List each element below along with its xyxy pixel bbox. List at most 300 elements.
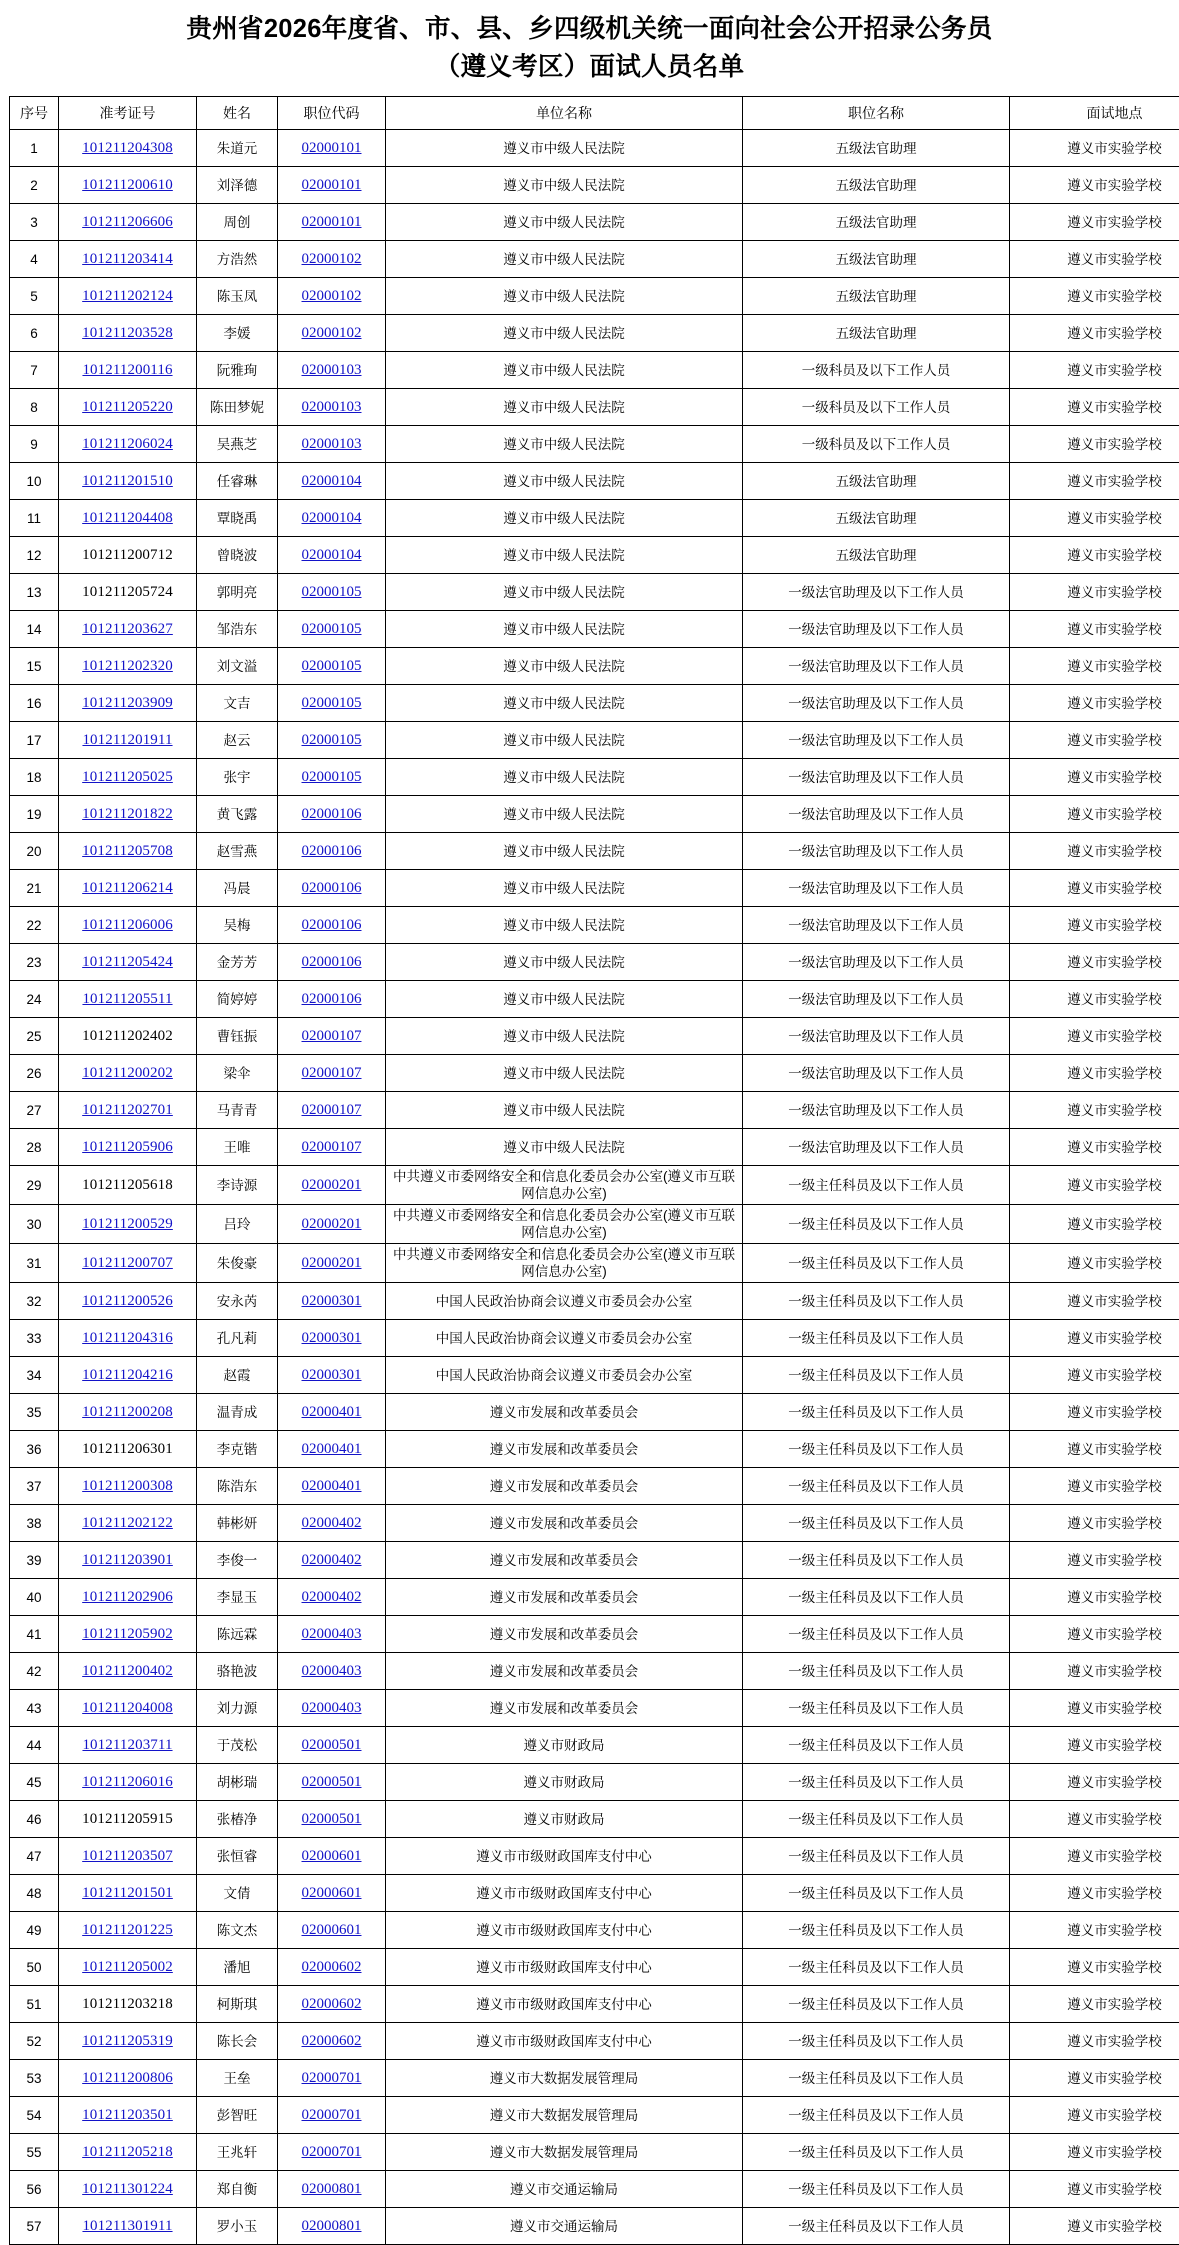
cell-position xyxy=(743,1357,1010,1394)
ticket-number-link[interactable]: 101211204316 xyxy=(82,1330,173,1346)
ticket-number-link[interactable]: 101211201510 xyxy=(82,473,173,489)
cell-position xyxy=(743,833,1010,870)
cell-ticket xyxy=(59,1431,197,1468)
cell-position xyxy=(743,1505,1010,1542)
title-line-2: （遵义考区）面试人员名单 xyxy=(69,48,1110,86)
position-name: 一级主任科员及以下工作人员 xyxy=(788,1738,964,1753)
position-code-link[interactable]: 02000301 xyxy=(302,1293,362,1309)
cell-code xyxy=(278,352,386,389)
ticket-number-link[interactable]: 101211202320 xyxy=(82,658,173,674)
unit-name: 遵义市中级人民法院 xyxy=(389,658,739,675)
position-code-link[interactable]: 02000106 xyxy=(302,806,362,822)
position-code-link[interactable]: 02000701 xyxy=(302,2107,362,2123)
position-name: 五级法官助理 xyxy=(836,289,917,304)
cell-name xyxy=(197,204,278,241)
ticket-number-link[interactable]: 101211200202 xyxy=(82,1065,173,1081)
cell-code xyxy=(278,2023,386,2060)
cell-unit xyxy=(386,1690,743,1727)
position-code-link[interactable]: 02000106 xyxy=(302,991,362,1007)
ticket-number-link[interactable]: 101211204216 xyxy=(82,1367,173,1383)
table-row xyxy=(10,130,1179,167)
cell-unit xyxy=(386,1727,743,1764)
position-name: 一级主任科员及以下工作人员 xyxy=(788,1516,964,1531)
cell-code xyxy=(278,426,386,463)
interview-location: 遵义市实验学校 xyxy=(1067,2145,1162,2160)
row-sequence-number: 45 xyxy=(26,1775,41,1790)
table-row xyxy=(10,1129,1179,1166)
unit-name: 遵义市中级人民法院 xyxy=(389,954,739,971)
position-code-link[interactable]: 02000105 xyxy=(302,621,362,637)
cell-location xyxy=(1010,1018,1179,1055)
position-code-link[interactable]: 02000301 xyxy=(302,1367,362,1383)
cell-unit xyxy=(386,981,743,1018)
cell-sequence xyxy=(10,241,59,278)
row-sequence-number: 54 xyxy=(26,2108,41,2123)
unit-name: 中国人民政治协商会议遵义市委员会办公室 xyxy=(389,1367,739,1384)
cell-code xyxy=(278,1912,386,1949)
ticket-number-link[interactable]: 101211200610 xyxy=(82,177,173,193)
row-sequence-number: 56 xyxy=(26,2182,41,2197)
interview-location: 遵义市实验学校 xyxy=(1067,1331,1162,1346)
interview-location: 遵义市实验学校 xyxy=(1067,215,1162,230)
cell-name xyxy=(197,1949,278,1986)
row-sequence-number: 47 xyxy=(26,1849,41,1864)
cell-location xyxy=(1010,685,1179,722)
position-code-link[interactable]: 02000106 xyxy=(302,917,362,933)
position-code-link[interactable]: 02000105 xyxy=(302,584,362,600)
ticket-number-link[interactable]: 101211301224 xyxy=(82,2181,173,2197)
cell-code xyxy=(278,2134,386,2171)
row-sequence-number: 48 xyxy=(26,1886,41,1901)
unit-name: 中国人民政治协商会议遵义市委员会办公室 xyxy=(389,1330,739,1347)
unit-name: 遵义市中级人民法院 xyxy=(389,843,739,860)
position-code-link[interactable]: 02000104 xyxy=(302,473,362,489)
cell-ticket xyxy=(59,1727,197,1764)
row-sequence-number: 25 xyxy=(26,1029,41,1044)
cell-unit xyxy=(386,278,743,315)
cell-ticket xyxy=(59,944,197,981)
ticket-number-link[interactable]: 101211205218 xyxy=(82,2144,173,2160)
unit-name: 遵义市中级人民法院 xyxy=(389,695,739,712)
cell-location xyxy=(1010,1986,1179,2023)
cell-name xyxy=(197,1055,278,1092)
cell-code xyxy=(278,1875,386,1912)
cell-code xyxy=(278,130,386,167)
candidate-name: 陈田梦妮 xyxy=(210,400,264,415)
unit-name: 遵义市中级人民法院 xyxy=(389,991,739,1008)
position-code-link[interactable]: 02000402 xyxy=(302,1589,362,1605)
cell-ticket xyxy=(59,574,197,611)
table-row xyxy=(10,1244,1179,1283)
table-row xyxy=(10,2134,1179,2171)
unit-name: 中国人民政治协商会议遵义市委员会办公室 xyxy=(389,1293,739,1310)
cell-code xyxy=(278,389,386,426)
ticket-number-link[interactable]: 101211200208 xyxy=(82,1404,173,1420)
row-sequence-number: 22 xyxy=(26,918,41,933)
unit-name: 遵义市市级财政国库支付中心 xyxy=(389,1996,739,2013)
cell-unit xyxy=(386,167,743,204)
ticket-number-link[interactable]: 101211202122 xyxy=(82,1515,173,1531)
cell-location xyxy=(1010,574,1179,611)
cell-code xyxy=(278,1283,386,1320)
cell-ticket xyxy=(59,2134,197,2171)
cell-name xyxy=(197,1205,278,1244)
candidate-name: 任睿琳 xyxy=(217,474,258,489)
position-code-link[interactable]: 02000106 xyxy=(302,880,362,896)
row-sequence-number: 20 xyxy=(26,844,41,859)
ticket-number-link[interactable]: 101211206006 xyxy=(82,917,173,933)
ticket-number-link[interactable]: 101211203909 xyxy=(82,695,173,711)
cell-sequence xyxy=(10,1166,59,1205)
candidate-name: 张宇 xyxy=(224,770,251,785)
cell-code xyxy=(278,2097,386,2134)
row-sequence-number: 52 xyxy=(26,2034,41,2049)
position-name: 一级主任科员及以下工作人员 xyxy=(788,1960,964,1975)
position-code-link[interactable]: 02000501 xyxy=(302,1737,362,1753)
unit-name: 中共遵义市委网络安全和信息化委员会办公室(遵义市互联网信息办公室) xyxy=(389,1207,739,1241)
cell-ticket xyxy=(59,796,197,833)
position-code-link[interactable]: 02000201 xyxy=(302,1255,362,1271)
candidate-name: 韩彬妍 xyxy=(217,1516,258,1531)
cell-unit xyxy=(386,352,743,389)
position-code-link[interactable]: 02000106 xyxy=(302,843,362,859)
position-code-link[interactable]: 02000102 xyxy=(302,251,362,267)
cell-location xyxy=(1010,1394,1179,1431)
ticket-number-link[interactable]: 101211200806 xyxy=(82,2070,173,2086)
cell-code xyxy=(278,1320,386,1357)
cell-ticket xyxy=(59,2208,197,2245)
position-code-link[interactable]: 02000106 xyxy=(302,954,362,970)
position-code-link[interactable]: 02000105 xyxy=(302,769,362,785)
ticket-number-link[interactable]: 101211205025 xyxy=(82,769,173,785)
position-code-link[interactable]: 02000104 xyxy=(302,510,362,526)
cell-name xyxy=(197,1166,278,1205)
ticket-number-link[interactable]: 101211204008 xyxy=(82,1700,173,1716)
cell-code xyxy=(278,611,386,648)
row-sequence-number: 27 xyxy=(26,1103,41,1118)
cell-sequence xyxy=(10,1055,59,1092)
position-code-link[interactable]: 02000105 xyxy=(302,732,362,748)
cell-name xyxy=(197,2171,278,2208)
cell-sequence xyxy=(10,315,59,352)
cell-sequence xyxy=(10,1690,59,1727)
interview-location: 遵义市实验学校 xyxy=(1067,1886,1162,1901)
cell-ticket xyxy=(59,1764,197,1801)
cell-name xyxy=(197,1986,278,2023)
position-code-link[interactable]: 02000301 xyxy=(302,1330,362,1346)
position-code-link[interactable]: 02000107 xyxy=(302,1028,362,1044)
position-code-link[interactable]: 02000107 xyxy=(302,1065,362,1081)
position-code-link[interactable]: 02000601 xyxy=(302,1922,362,1938)
cell-code xyxy=(278,759,386,796)
ticket-number-link[interactable]: 101211203901 xyxy=(82,1552,173,1568)
cell-location xyxy=(1010,611,1179,648)
ticket-number-link[interactable]: 101211206016 xyxy=(82,1774,173,1790)
cell-sequence xyxy=(10,500,59,537)
ticket-number-link[interactable]: 101211301911 xyxy=(82,2218,172,2234)
interview-location: 遵义市实验学校 xyxy=(1067,1960,1162,1975)
ticket-number-link[interactable]: 101211205906 xyxy=(82,1139,173,1155)
table-row xyxy=(10,1690,1179,1727)
interview-location: 遵义市实验学校 xyxy=(1067,2108,1162,2123)
unit-name: 中共遵义市委网络安全和信息化委员会办公室(遵义市互联网信息办公室) xyxy=(389,1246,739,1280)
row-sequence-number: 31 xyxy=(26,1256,41,1271)
cell-ticket xyxy=(59,1579,197,1616)
ticket-number-link[interactable]: 101211205424 xyxy=(82,954,173,970)
ticket-number-link[interactable]: 101211203528 xyxy=(82,325,173,341)
cell-code xyxy=(278,278,386,315)
position-name: 一级主任科员及以下工作人员 xyxy=(788,1849,964,1864)
ticket-number-link[interactable]: 101211201225 xyxy=(82,1922,173,1938)
cell-location xyxy=(1010,1283,1179,1320)
candidate-name: 郑自衡 xyxy=(217,2182,258,2197)
row-sequence-number: 30 xyxy=(26,1217,41,1232)
ticket-number-link[interactable]: 101211205002 xyxy=(82,1959,173,1975)
table-row xyxy=(10,1468,1179,1505)
position-code-link[interactable]: 02000101 xyxy=(302,214,362,230)
cell-location xyxy=(1010,1505,1179,1542)
cell-position xyxy=(743,204,1010,241)
row-sequence-number: 4 xyxy=(30,252,38,267)
cell-name xyxy=(197,2208,278,2245)
ticket-number-link[interactable]: 101211200402 xyxy=(82,1663,173,1679)
ticket-number-link[interactable]: 101211203414 xyxy=(82,251,173,267)
candidate-name: 潘旭 xyxy=(224,1960,251,1975)
cell-code xyxy=(278,574,386,611)
cell-ticket xyxy=(59,278,197,315)
cell-unit xyxy=(386,1579,743,1616)
ticket-number-link[interactable]: 101211205511 xyxy=(82,991,172,1007)
cell-unit xyxy=(386,1764,743,1801)
interview-location: 遵义市实验学校 xyxy=(1067,2219,1162,2234)
table-row xyxy=(10,870,1179,907)
cell-location xyxy=(1010,870,1179,907)
position-name: 一级法官助理及以下工作人员 xyxy=(788,992,964,1007)
table-row xyxy=(10,1166,1179,1205)
candidate-name: 阮雅珣 xyxy=(217,363,258,378)
position-name: 一级主任科员及以下工作人员 xyxy=(788,1923,964,1938)
cell-name xyxy=(197,1357,278,1394)
position-code-link[interactable]: 02000601 xyxy=(302,1885,362,1901)
cell-position xyxy=(743,944,1010,981)
interview-location: 遵义市实验学校 xyxy=(1067,252,1162,267)
cell-code xyxy=(278,1949,386,1986)
candidate-name: 朱俊豪 xyxy=(217,1256,258,1271)
row-sequence-number: 28 xyxy=(26,1140,41,1155)
unit-name: 遵义市中级人民法院 xyxy=(389,473,739,490)
cell-name xyxy=(197,1912,278,1949)
unit-name: 遵义市中级人民法院 xyxy=(389,325,739,342)
cell-sequence xyxy=(10,1468,59,1505)
interview-location: 遵义市实验学校 xyxy=(1067,1664,1162,1679)
position-code-link[interactable]: 02000103 xyxy=(302,436,362,452)
position-code-link[interactable]: 02000401 xyxy=(302,1441,362,1457)
table-row xyxy=(10,1912,1179,1949)
position-code-link[interactable]: 02000601 xyxy=(302,1848,362,1864)
interview-location: 遵义市实验学校 xyxy=(1067,400,1162,415)
cell-code xyxy=(278,1092,386,1129)
ticket-number-link[interactable]: 101211206606 xyxy=(82,214,173,230)
position-code-link[interactable]: 02000602 xyxy=(302,2033,362,2049)
cell-location xyxy=(1010,2023,1179,2060)
position-code-link[interactable]: 02000701 xyxy=(302,2070,362,2086)
table-row xyxy=(10,2171,1179,2208)
ticket-number-link[interactable]: 101211202124 xyxy=(82,288,173,304)
ticket-number-link[interactable]: 101211203627 xyxy=(82,621,173,637)
position-code-link[interactable]: 02000602 xyxy=(302,1996,362,2012)
unit-name: 遵义市市级财政国库支付中心 xyxy=(389,2033,739,2050)
position-code-link[interactable]: 02000103 xyxy=(302,362,362,378)
position-name: 一级主任科员及以下工作人员 xyxy=(788,1812,964,1827)
position-name: 一级主任科员及以下工作人员 xyxy=(788,1178,964,1193)
cell-sequence xyxy=(10,2208,59,2245)
position-code-link[interactable]: 02000701 xyxy=(302,2144,362,2160)
position-name: 一级主任科员及以下工作人员 xyxy=(788,1405,964,1420)
ticket-number-link[interactable]: 101211205902 xyxy=(82,1626,173,1642)
ticket-number-link[interactable]: 101211201501 xyxy=(82,1885,173,1901)
candidate-name: 李克锴 xyxy=(217,1442,258,1457)
position-code-link[interactable]: 02000102 xyxy=(302,288,362,304)
column-header-code: 职位代码 xyxy=(278,97,386,130)
position-code-link[interactable]: 02000105 xyxy=(302,695,362,711)
position-code-link[interactable]: 02000602 xyxy=(302,1959,362,1975)
cell-name xyxy=(197,1579,278,1616)
cell-unit xyxy=(386,1505,743,1542)
ticket-number-link[interactable]: 101211200707 xyxy=(82,1255,173,1271)
position-code-link[interactable]: 02000101 xyxy=(302,177,362,193)
candidate-name: 王兆轩 xyxy=(217,2145,258,2160)
position-name: 一级科员及以下工作人员 xyxy=(802,400,951,415)
cell-name xyxy=(197,463,278,500)
cell-name xyxy=(197,1801,278,1838)
cell-location xyxy=(1010,1320,1179,1357)
interview-location: 遵义市实验学校 xyxy=(1067,474,1162,489)
position-name: 一级主任科员及以下工作人员 xyxy=(788,1442,964,1457)
ticket-number-link[interactable]: 101211203711 xyxy=(82,1737,172,1753)
position-code-link[interactable]: 02000104 xyxy=(302,547,362,563)
ticket-number-link[interactable]: 101211200529 xyxy=(82,1216,173,1232)
candidate-name: 李媛 xyxy=(224,326,251,341)
interview-location: 遵义市实验学校 xyxy=(1067,1849,1162,1864)
position-code-link[interactable]: 02000101 xyxy=(302,140,362,156)
position-name: 五级法官助理 xyxy=(836,548,917,563)
table-row xyxy=(10,463,1179,500)
unit-name: 遵义市中级人民法院 xyxy=(389,288,739,305)
unit-name: 遵义市中级人民法院 xyxy=(389,362,739,379)
cell-name xyxy=(197,870,278,907)
ticket-number-link[interactable]: 101211202906 xyxy=(82,1589,173,1605)
ticket-number-link[interactable]: 101211200526 xyxy=(82,1293,173,1309)
ticket-number-link[interactable]: 101211200116 xyxy=(82,362,172,378)
position-code-link[interactable]: 02000403 xyxy=(302,1663,362,1679)
candidate-name: 骆艳波 xyxy=(217,1664,258,1679)
cell-name xyxy=(197,2134,278,2171)
position-code-link[interactable]: 02000402 xyxy=(302,1515,362,1531)
row-sequence-number: 51 xyxy=(26,1997,41,2012)
position-code-link[interactable]: 02000501 xyxy=(302,1774,362,1790)
cell-unit xyxy=(386,907,743,944)
row-sequence-number: 8 xyxy=(30,400,38,415)
row-sequence-number: 1 xyxy=(30,141,38,156)
cell-sequence xyxy=(10,1616,59,1653)
ticket-number-link[interactable]: 101211205220 xyxy=(82,399,173,415)
cell-location xyxy=(1010,722,1179,759)
cell-unit xyxy=(386,1055,743,1092)
cell-position xyxy=(743,426,1010,463)
position-code-link[interactable]: 02000105 xyxy=(302,658,362,674)
ticket-number-link[interactable]: 101211205708 xyxy=(82,843,173,859)
cell-position xyxy=(743,1205,1010,1244)
ticket-number-link[interactable]: 101211201911 xyxy=(82,732,172,748)
row-sequence-number: 9 xyxy=(30,437,38,452)
ticket-number-link[interactable]: 101211206214 xyxy=(82,880,173,896)
ticket-number-link[interactable]: 101211205319 xyxy=(82,2033,173,2049)
position-code-link[interactable]: 02000103 xyxy=(302,399,362,415)
candidate-name: 孔凡莉 xyxy=(217,1331,258,1346)
table-row xyxy=(10,1801,1179,1838)
ticket-number-link[interactable]: 101211202701 xyxy=(82,1102,173,1118)
position-code-link[interactable]: 02000801 xyxy=(302,2218,362,2234)
column-header-place: 面试地点 xyxy=(1010,97,1179,130)
position-code-link[interactable]: 02000107 xyxy=(302,1102,362,1118)
cell-position xyxy=(743,241,1010,278)
position-code-link[interactable]: 02000403 xyxy=(302,1700,362,1716)
position-code-link[interactable]: 02000801 xyxy=(302,2181,362,2197)
position-code-link[interactable]: 02000401 xyxy=(302,1478,362,1494)
cell-location xyxy=(1010,204,1179,241)
cell-unit xyxy=(386,204,743,241)
cell-unit xyxy=(386,1542,743,1579)
position-code-link[interactable]: 02000201 xyxy=(302,1216,362,1232)
row-sequence-number: 24 xyxy=(26,992,41,1007)
cell-ticket xyxy=(59,389,197,426)
position-code-link[interactable]: 02000102 xyxy=(302,325,362,341)
cell-sequence xyxy=(10,2134,59,2171)
candidate-name: 方浩然 xyxy=(217,252,258,267)
unit-name: 遵义市财政局 xyxy=(389,1737,739,1754)
ticket-number-link[interactable]: 101211203501 xyxy=(82,2107,173,2123)
cell-name xyxy=(197,1727,278,1764)
ticket-number-link[interactable]: 101211200308 xyxy=(82,1478,173,1494)
cell-ticket xyxy=(59,1055,197,1092)
position-code-link[interactable]: 02000107 xyxy=(302,1139,362,1155)
ticket-number-link[interactable]: 101211201822 xyxy=(82,806,173,822)
interview-location: 遵义市实验学校 xyxy=(1067,585,1162,600)
cell-sequence xyxy=(10,833,59,870)
ticket-number-link[interactable]: 101211204308 xyxy=(82,140,173,156)
position-code-link[interactable]: 02000403 xyxy=(302,1626,362,1642)
table-row xyxy=(10,611,1179,648)
interview-location: 遵义市实验学校 xyxy=(1067,1217,1162,1232)
position-code-link[interactable]: 02000402 xyxy=(302,1552,362,1568)
position-code-link[interactable]: 02000201 xyxy=(302,1177,362,1193)
cell-ticket xyxy=(59,1986,197,2023)
ticket-number-link[interactable]: 101211206024 xyxy=(82,436,173,452)
position-code-link[interactable]: 02000501 xyxy=(302,1811,362,1827)
position-name: 一级法官助理及以下工作人员 xyxy=(788,770,964,785)
ticket-number-link[interactable]: 101211204408 xyxy=(82,510,173,526)
interview-location: 遵义市实验学校 xyxy=(1067,1103,1162,1118)
cell-sequence xyxy=(10,1949,59,1986)
cell-position xyxy=(743,537,1010,574)
cell-unit xyxy=(386,759,743,796)
cell-sequence xyxy=(10,1394,59,1431)
ticket-number-link[interactable]: 101211203507 xyxy=(82,1848,173,1864)
position-code-link[interactable]: 02000401 xyxy=(302,1404,362,1420)
cell-sequence xyxy=(10,981,59,1018)
row-sequence-number: 49 xyxy=(26,1923,41,1938)
cell-ticket xyxy=(59,130,197,167)
